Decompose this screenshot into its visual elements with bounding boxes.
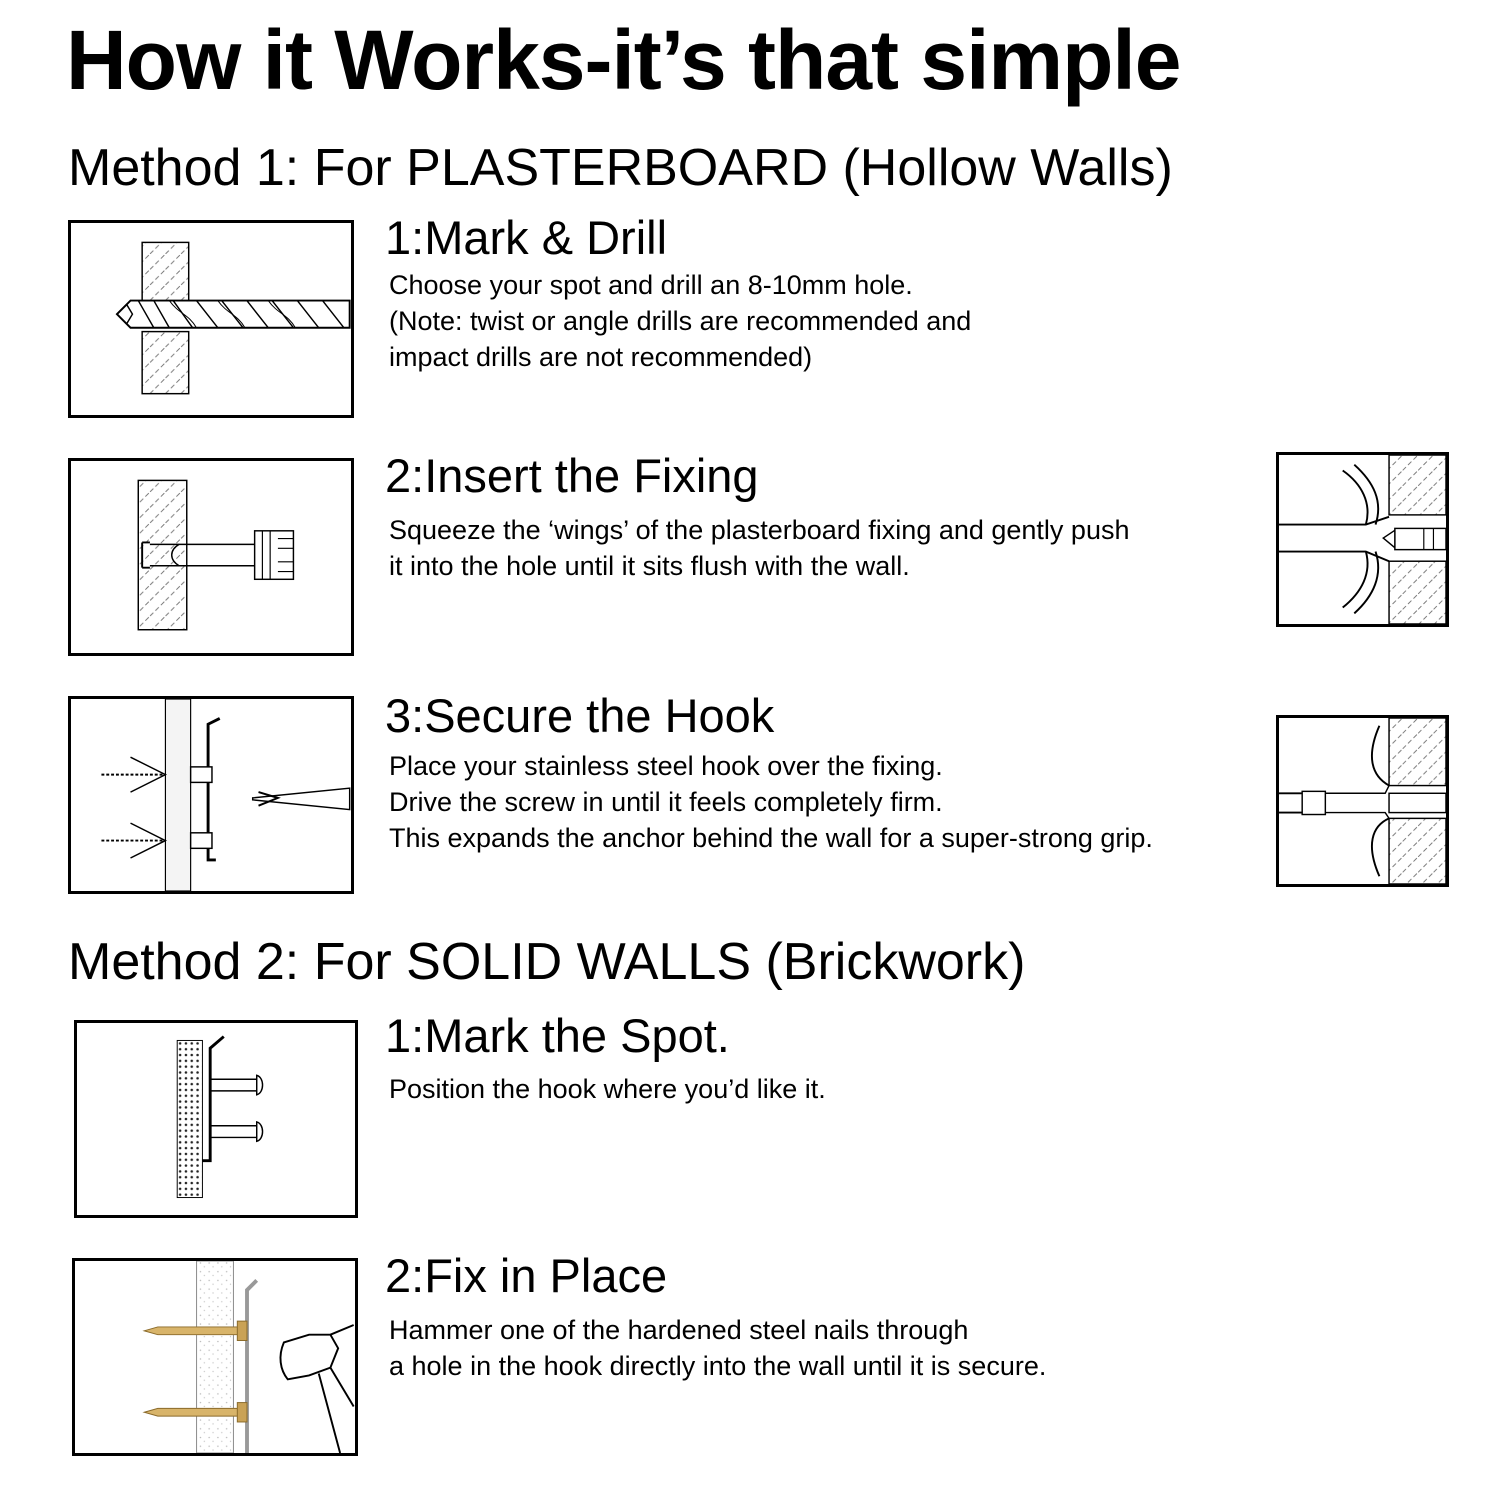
step-line: (Note: twist or angle drills are recommended and: [389, 306, 972, 336]
step-line: a hole in the hook directly into the wall until it is secure.: [389, 1351, 1047, 1381]
step-description: [389, 512, 1129, 584]
screwdriver-secure-hook-icon: [68, 696, 354, 894]
step-title: 1:Mark the Spot.: [385, 1009, 730, 1062]
step-line: it into the hole until it sits flush with the wall.: [389, 551, 910, 581]
step-description: [389, 267, 971, 375]
step-description: [389, 1312, 1046, 1384]
hook-with-nails-icon: [74, 1020, 358, 1218]
step-line: This expands the anchor behind the wall for a super-strong grip.: [389, 823, 1153, 853]
step-description: [389, 748, 1153, 856]
page-title: How it Works-it’s that simple: [66, 13, 1181, 107]
step-line: Squeeze the ‘wings’ of the plasterboard fixing and gently push: [389, 515, 1130, 545]
anchor-expanded-detail-icon: [1276, 715, 1449, 887]
fixing-inserted-icon: [68, 458, 354, 656]
step-description: [389, 1071, 826, 1107]
step-title: 2:Fix in Place: [385, 1249, 668, 1302]
step-line: Place your stainless steel hook over the fixing.: [389, 751, 943, 781]
step-line: Hammer one of the hardened steel nails through: [389, 1315, 969, 1345]
drill-through-wall-icon: [68, 220, 354, 418]
hammer-nail-icon: [72, 1258, 358, 1456]
step-line: Drive the screw in until it feels completely firm.: [389, 787, 943, 817]
step-line: Choose your spot and drill an 8-10mm hole.: [389, 270, 913, 300]
method-2-heading: Method 2: For SOLID WALLS (Brickwork): [68, 933, 1026, 991]
step-line: impact drills are not recommended): [389, 342, 813, 372]
step-title: 3:Secure the Hook: [385, 689, 775, 742]
fixing-wings-detail-icon: [1276, 452, 1449, 627]
step-title: 1:Mark & Drill: [385, 211, 668, 264]
method-1-heading: Method 1: For PLASTERBOARD (Hollow Walls): [68, 139, 1173, 197]
step-title: 2:Insert the Fixing: [385, 449, 759, 502]
step-line: Position the hook where you’d like it.: [389, 1074, 826, 1104]
